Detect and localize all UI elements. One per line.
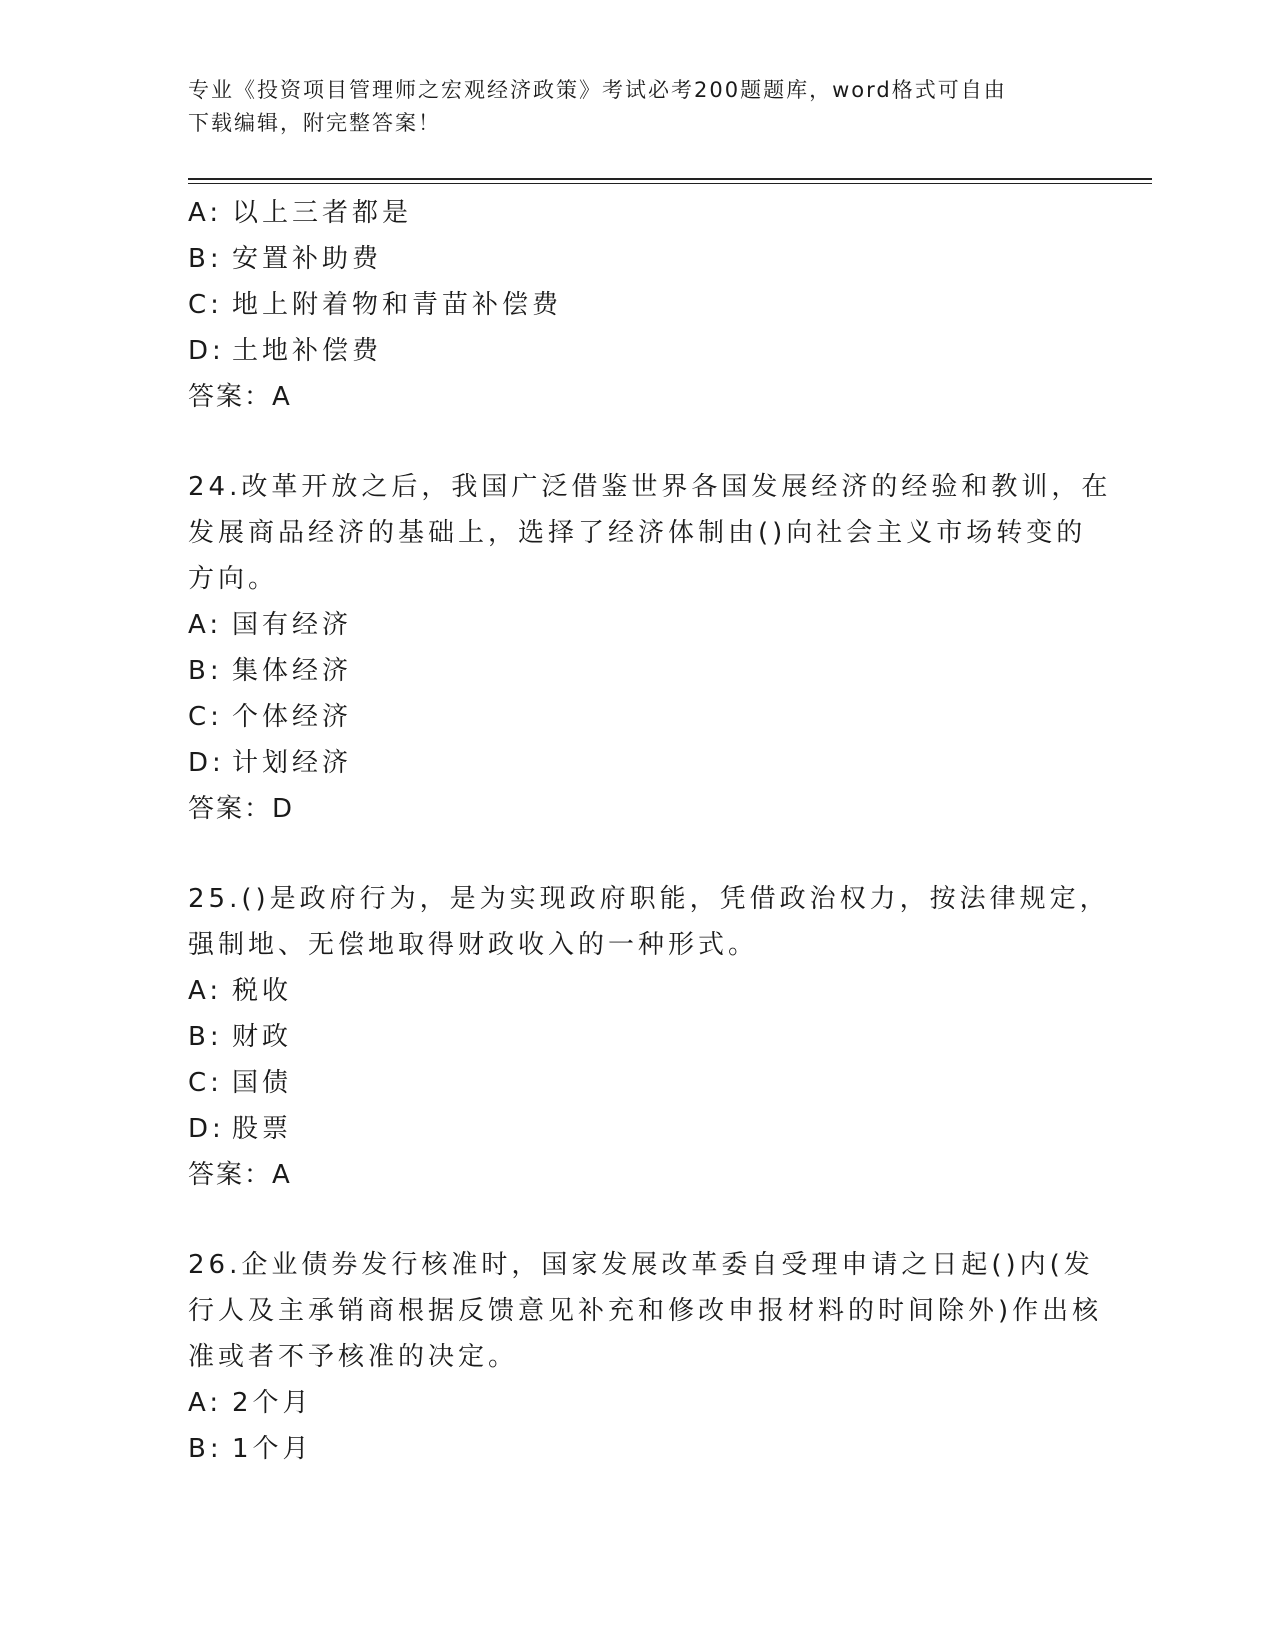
option-text: 1个月	[232, 1434, 313, 1464]
option-item	[188, 1380, 1088, 1426]
question-text-line: 25.()是政府行为，是为实现政府职能，凭借政治权力，按法律规定，	[188, 884, 1110, 914]
option-text: 个体经济	[232, 702, 353, 732]
option-text: 地上附着物和青苗补偿费	[232, 290, 563, 320]
question-text-line: 强制地、无偿地取得财政收入的一种形式。	[188, 930, 759, 960]
option-key: D:	[188, 336, 225, 366]
block-spacer	[188, 420, 1088, 464]
question-block-q25	[188, 832, 1110, 1198]
question-text-line: 方向。	[188, 564, 279, 594]
option-item	[188, 190, 1088, 236]
question-list	[188, 190, 1112, 1472]
question-text-line: 26.企业债券发行核准时，国家发展改革委自受理申请之日起()内(发	[188, 1250, 1094, 1280]
option-key: C:	[188, 702, 223, 732]
block-spacer	[188, 1198, 1088, 1242]
option-item	[188, 282, 1088, 328]
option-item	[188, 1060, 1088, 1106]
option-text: 集体经济	[232, 656, 353, 686]
header-divider-thin	[188, 183, 1152, 184]
option-key: A:	[188, 976, 223, 1006]
option-item	[188, 602, 1088, 648]
option-text: 国有经济	[232, 610, 353, 640]
option-item	[188, 1426, 1088, 1472]
option-key: D:	[188, 748, 225, 778]
option-text: 税收	[232, 976, 293, 1006]
option-key: C:	[188, 1068, 223, 1098]
option-item	[188, 236, 1088, 282]
option-text: 2个月	[232, 1388, 313, 1418]
option-text: 国债	[232, 1068, 293, 1098]
answer-line: 答案：D	[188, 794, 295, 824]
header-line-1: 专业《投资项目管理师之宏观经济政策》考试必考200题题库，word格式可自由	[188, 78, 1007, 102]
question-text-line: 发展商品经济的基础上，选择了经济体制由()向社会主义市场转变的	[188, 518, 1087, 548]
question-block-q26	[188, 1198, 1103, 1472]
answer-line: 答案：A	[188, 382, 292, 412]
question-text-line: 准或者不予核准的决定。	[188, 1342, 519, 1372]
option-item	[188, 968, 1088, 1014]
option-item	[188, 1014, 1088, 1060]
option-item	[188, 694, 1088, 740]
option-text: 安置补助费	[232, 244, 383, 274]
answer-line: 答案：A	[188, 1160, 292, 1190]
option-text: 计划经济	[232, 748, 353, 778]
option-key: D:	[188, 1114, 225, 1144]
option-text: 财政	[232, 1022, 293, 1052]
document-header	[188, 74, 1088, 140]
question-block-q23	[188, 190, 1088, 420]
header-line-2: 下载编辑，附完整答案！	[188, 111, 441, 135]
question-block-q24	[188, 420, 1112, 832]
option-item	[188, 648, 1088, 694]
option-item	[188, 328, 1088, 374]
option-key: A:	[188, 610, 223, 640]
option-key: B:	[188, 244, 223, 274]
header-divider-thick	[188, 178, 1152, 180]
option-text: 股票	[232, 1114, 293, 1144]
option-key: A:	[188, 1388, 223, 1418]
option-item	[188, 1106, 1088, 1152]
option-key: A:	[188, 198, 223, 228]
option-text: 土地补偿费	[232, 336, 383, 366]
question-text-line: 24.改革开放之后，我国广泛借鉴世界各国发展经济的经验和教训，在	[188, 472, 1112, 502]
option-item	[188, 740, 1088, 786]
block-spacer	[188, 832, 1088, 876]
option-key: B:	[188, 656, 223, 686]
option-key: B:	[188, 1022, 223, 1052]
option-text: 以上三者都是	[232, 198, 413, 228]
question-text-line: 行人及主承销商根据反馈意见补充和修改申报材料的时间除外)作出核	[188, 1296, 1103, 1326]
option-key: B:	[188, 1434, 223, 1464]
option-key: C:	[188, 290, 223, 320]
